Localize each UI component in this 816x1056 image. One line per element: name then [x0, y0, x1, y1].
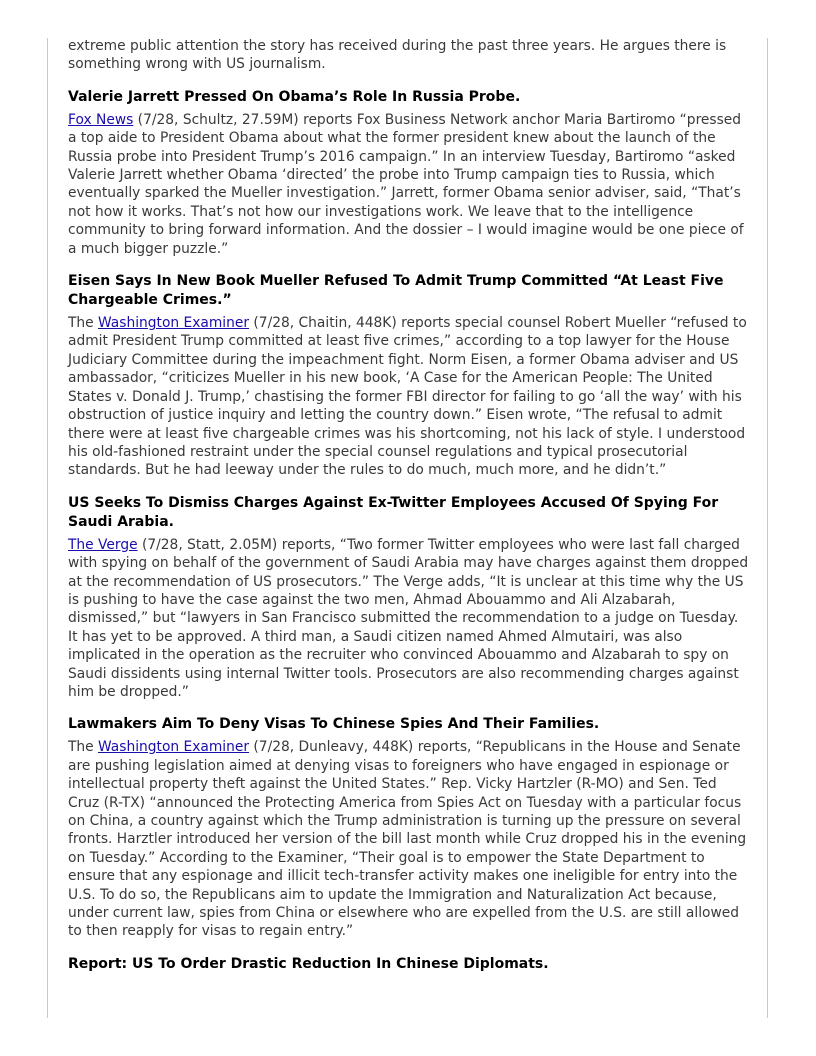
article-prefix: The: [68, 315, 99, 332]
right-margin-rule: [767, 38, 768, 1018]
document-content: [68, 37, 750, 978]
source-link-washington-examiner[interactable]: Washington Examiner: [98, 315, 250, 332]
source-link-washington-examiner[interactable]: Washington Examiner: [98, 739, 250, 756]
article-body: [68, 738, 750, 940]
article-text: (7/28, Chaitin, 448K) reports special counsel Robert Mueller “refused to admit President Trump committed at least five crimes,” according to a top lawyer for the House Judiciary Committee during the impeachment fight. Norm Eisen, a former Obama adviser and US ambassador, “criticizes Mueller in his new book, ‘A Case for the American People: The United States v. Donald J. Trump,’ chastising the former FBI director for failing to go ‘all the way’ with his obstruction of justice inquiry and letting the country down.” Eisen wrote, “The refusal to admit there were at least five chargeable crimes was his shortcoming, not his lack of style. I understood his old-fashioned restraint under the special counsel regulations and typical prosecutorial standards. But he had leeway under the rules to do much, much more, and he didn’t.”: [68, 315, 747, 479]
article-prefix: The: [68, 739, 99, 756]
article-body: [68, 111, 750, 258]
article-body: [68, 314, 750, 480]
article-twitter-saudi: [68, 494, 750, 702]
source-link-fox-news[interactable]: Fox News: [68, 111, 134, 128]
article-headline: Lawmakers Aim To Deny Visas To Chinese Spies And Their Families.: [68, 716, 600, 733]
article-text: (7/28, Statt, 2.05M) reports, “Two former Twitter employees who were last fall charged with spying on behalf of the government of Saudi Arabia may have charges against them dropped at the recommendation of US prosecutors.” The Verge adds, “It is unclear at this time why the US is pushing to have the case against the two men, Ahmad Abouammo and Ali Alzabarah, dismissed,” but “lawyers in San Francisco submitted the recommendation to a judge on Tuesday. It has yet to be approved. A third man, a Saudi citizen named Ahmed Almutairi, was also implicated in the operation as the recruiter who convinced Abouammo and Alzabarah to spy on Saudi dissidents using internal Twitter tools. Prosecutors are also recommending charges against him be dropped.”: [68, 536, 749, 700]
intro-paragraph: extreme public attention the story has received during the past three years. He argues there is something wrong with US journalism.: [68, 38, 727, 73]
source-link-the-verge[interactable]: The Verge: [68, 536, 138, 553]
article-chinese-spies: [68, 715, 750, 940]
article-text: (7/28, Dunleavy, 448K) reports, “Republicans in the House and Senate are pushing legislation aimed at denying visas to foreigners who have engaged in espionage or intellectual property theft against the United States.” Rep. Vicky Hartzler (R-MO) and Sen. Ted Cruz (R-TX) “announced the Protecting America from Spies Act on Tuesday with a particular focus on China, a country against which the Trump administration is turning up the pressure on several fronts. Harztler introduced her version of the bill last month while Cruz dropped his in the evening on Tuesday.” According to the Examiner, “Their goal is to empower the State Department to ensure that any espionage and illicit tech-transfer activity makes one ineligible for entry into the U.S. To do so, the Republicans aim to update the Immigration and Naturalization Act because, under current law, spies from China or elsewhere who are expelled from the U.S. are still allowed to then reapply for visas to regain entry.”: [68, 739, 747, 940]
left-margin-rule: [47, 38, 48, 1018]
article-headline: US Seeks To Dismiss Charges Against Ex-Twitter Employees Accused Of Spying For Saudi Arabia.: [68, 494, 719, 530]
article-eisen: [68, 272, 750, 480]
article-body: [68, 536, 750, 702]
final-headline: Report: US To Order Drastic Reduction In Chinese Diplomats.: [68, 955, 549, 972]
article-headline: Valerie Jarrett Pressed On Obama’s Role In Russia Probe.: [68, 88, 521, 105]
article-jarrett: [68, 88, 750, 258]
article-text: (7/28, Schultz, 27.59M) reports Fox Business Network anchor Maria Bartiromo “pressed a top aide to President Obama about what the former president knew about the launch of the Russia probe into President Trump’s 2016 campaign.” In an interview Tuesday, Bartiromo “asked Valerie Jarrett whether Obama ‘directed’ the probe into Trump campaign ties to Russia, which eventually sparked the Mueller investigation.” Jarrett, former Obama senior adviser, said, “That’s not how it works. That’s not how our investigations work. We leave that to the intelligence community to bring forward information. And the dossier – I would imagine would be one piece of a much bigger puzzle.”: [68, 111, 744, 257]
article-headline: Eisen Says In New Book Mueller Refused To Admit Trump Committed “At Least Five Chargeable Crimes.”: [68, 273, 724, 309]
